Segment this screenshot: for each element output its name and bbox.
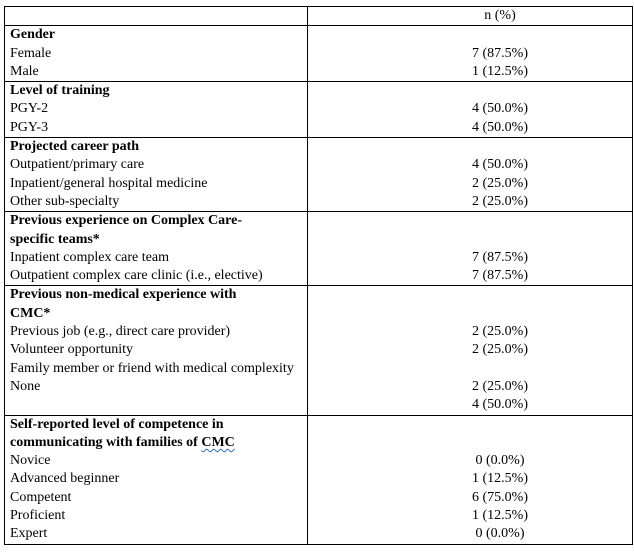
table-header-row <box>5 7 633 26</box>
section-heading-line: Level of training <box>10 83 110 99</box>
section-value-cell <box>308 415 633 544</box>
row-value: 4 (50.0%) <box>472 157 528 173</box>
spacer <box>313 360 627 378</box>
section-heading <box>10 26 302 44</box>
table-section <box>5 138 633 212</box>
section-heading-line: Projected career path <box>10 139 140 155</box>
demographics-table <box>4 6 633 545</box>
row-label: Advanced beginner <box>10 471 120 487</box>
row-label: Previous job (e.g., direct care provider) <box>10 324 231 340</box>
row-value: 7 (87.5%) <box>472 268 528 284</box>
header-value: n (%) <box>484 8 516 23</box>
row-value: 2 (25.0%) <box>472 378 528 394</box>
section-heading-line: Gender <box>10 27 56 43</box>
row-value: 2 (25.0%) <box>472 324 528 340</box>
section-heading-line: specific teams* <box>10 231 100 247</box>
row-value: 4 (50.0%) <box>472 119 528 135</box>
section-label-cell <box>5 138 308 212</box>
spacer <box>313 434 627 452</box>
section-heading-line: Self-reported level of competence in <box>10 416 224 432</box>
row-label: None <box>10 378 41 394</box>
section-heading-line: CMC* <box>10 305 51 321</box>
section-heading <box>10 138 302 156</box>
section-heading <box>10 82 302 100</box>
section-value-cell <box>308 82 633 138</box>
row-value: 2 (25.0%) <box>472 342 528 358</box>
spacer <box>313 231 627 249</box>
row-label: Expert <box>10 526 48 542</box>
row-label: Other sub-specialty <box>10 193 120 209</box>
section-heading-fragment: communicating with families of <box>10 434 202 450</box>
section-heading-line <box>10 434 302 452</box>
row-label: Inpatient/general hospital medicine <box>10 175 208 191</box>
section-heading-abbrev: CMC <box>201 434 235 450</box>
spacer <box>313 138 627 156</box>
row-value: 1 (12.5%) <box>472 508 528 524</box>
header-value-cell <box>308 7 633 26</box>
section-label-cell <box>5 286 308 415</box>
section-value-cell <box>308 138 633 212</box>
table-section <box>5 82 633 138</box>
spacer <box>313 82 627 100</box>
section-heading <box>10 212 302 249</box>
section-value-cell <box>308 26 633 82</box>
row-value: 2 (25.0%) <box>472 193 528 209</box>
row-value: 4 (50.0%) <box>472 397 528 413</box>
spacer <box>313 416 627 434</box>
section-value-cell <box>308 286 633 415</box>
row-value: 0 (0.0%) <box>475 526 525 542</box>
row-label: Proficient <box>10 508 66 524</box>
row-value: 6 (75.0%) <box>472 489 528 505</box>
row-label: Competent <box>10 489 72 505</box>
row-value: 7 (87.5%) <box>472 249 528 265</box>
spacer <box>313 212 627 230</box>
row-value: 7 (87.5%) <box>472 45 528 61</box>
row-value: 2 (25.0%) <box>472 175 528 191</box>
row-label: Volunteer opportunity <box>10 342 134 358</box>
section-heading <box>10 416 302 453</box>
section-value-cell <box>308 212 633 286</box>
section-label-cell <box>5 212 308 286</box>
row-label: Inpatient complex care team <box>10 249 169 265</box>
section-label-cell <box>5 82 308 138</box>
table-section <box>5 415 633 544</box>
section-label-cell <box>5 26 308 82</box>
row-label: Outpatient complex care clinic (i.e., elective) <box>10 268 263 284</box>
row-label: Family member or friend with medical complexity <box>10 360 294 376</box>
row-value: 1 (12.5%) <box>472 471 528 487</box>
section-heading-line: Previous non-medical experience with <box>10 287 237 303</box>
spacer <box>313 305 627 323</box>
section-label-cell <box>5 415 308 544</box>
row-value: 0 (0.0%) <box>475 453 525 469</box>
table-section <box>5 212 633 286</box>
spacer <box>313 286 627 304</box>
row-label: Female <box>10 45 52 61</box>
table-section <box>5 286 633 415</box>
row-value: 1 (12.5%) <box>472 63 528 79</box>
row-label: Novice <box>10 453 51 469</box>
header-label-cell <box>5 7 308 26</box>
row-label: Outpatient/primary care <box>10 157 145 173</box>
table-section <box>5 26 633 82</box>
spacer <box>313 26 627 44</box>
row-value: 4 (50.0%) <box>472 101 528 117</box>
section-heading <box>10 286 302 323</box>
row-label: Male <box>10 63 39 79</box>
section-heading-line: Previous experience on Complex Care- <box>10 213 242 229</box>
row-label: PGY-3 <box>10 119 49 135</box>
row-label: PGY-2 <box>10 101 49 117</box>
